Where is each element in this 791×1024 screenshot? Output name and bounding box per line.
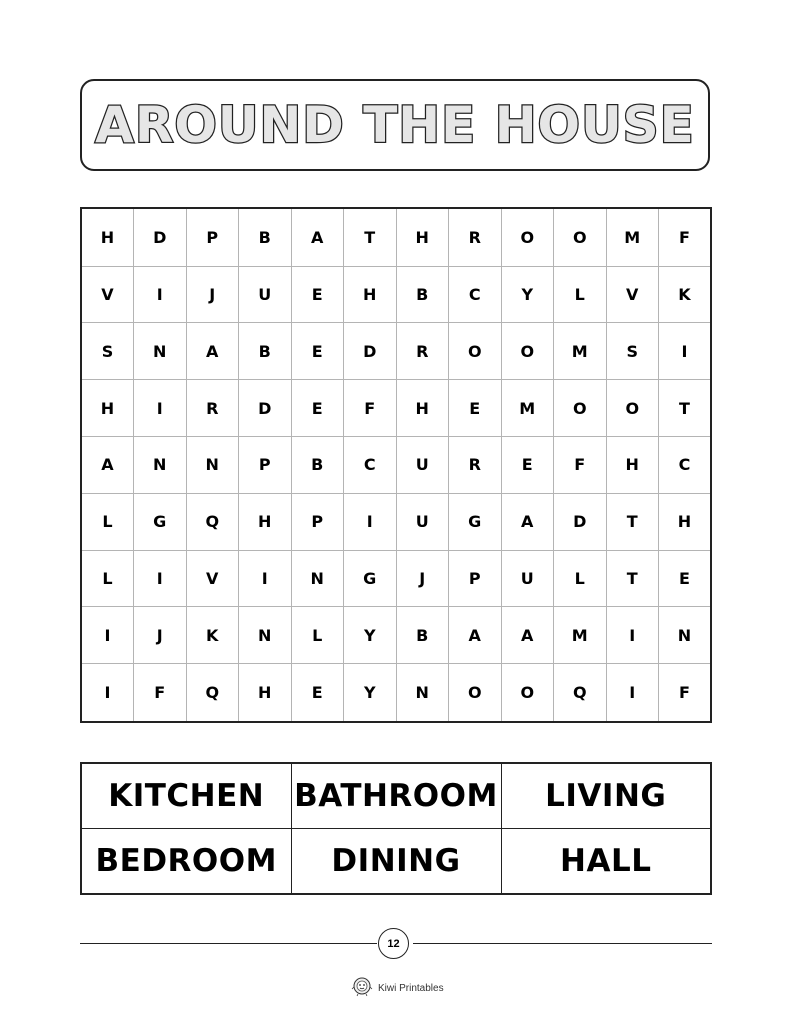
grid-cell: Y [501,266,554,323]
grid-cell: A [291,208,344,266]
grid-cell: H [606,437,659,494]
grid-cell: F [344,380,397,437]
grid-cell: E [659,550,712,607]
word-list-item: DINING [291,829,501,895]
grid-cell: L [81,550,134,607]
grid-cell: L [554,550,607,607]
word-list-item: BEDROOM [81,829,291,895]
grid-cell: T [659,380,712,437]
grid-cell: D [554,493,607,550]
grid-cell: I [239,550,292,607]
grid-cell: Y [344,664,397,722]
grid-cell: O [501,208,554,266]
grid-cell: R [186,380,239,437]
word-list-item: KITCHEN [81,763,291,829]
grid-cell: Q [186,493,239,550]
grid-cell: N [134,323,187,380]
grid-cell: F [659,208,712,266]
grid-cell: D [344,323,397,380]
grid-cell: B [239,208,292,266]
grid-cell: M [606,208,659,266]
grid-row [81,380,711,437]
grid-cell: H [239,493,292,550]
footer-divider-left [80,943,377,944]
grid-cell: A [186,323,239,380]
grid-cell: O [606,380,659,437]
brand-footer [351,976,444,1000]
grid-cell: A [501,607,554,664]
grid-cell: P [186,208,239,266]
grid-cell: C [659,437,712,494]
grid-cell: B [291,437,344,494]
kiwi-logo-icon [351,975,373,1001]
word-list [80,762,712,895]
grid-cell: R [396,323,449,380]
grid-cell: D [134,208,187,266]
grid-cell: Q [554,664,607,722]
grid-cell: I [606,664,659,722]
grid-cell: O [449,664,502,722]
grid-row [81,208,711,266]
grid-cell: V [606,266,659,323]
grid-cell: P [291,493,344,550]
grid-row [81,266,711,323]
grid-cell: J [396,550,449,607]
grid-cell: H [396,380,449,437]
grid-cell: E [449,380,502,437]
grid-cell: G [134,493,187,550]
grid-cell: M [554,607,607,664]
grid-cell: M [501,380,554,437]
grid-row [81,550,711,607]
grid-cell: I [134,550,187,607]
grid-cell: B [396,607,449,664]
word-search-grid [80,207,712,723]
grid-cell: N [186,437,239,494]
grid-cell: N [239,607,292,664]
grid-cell: I [81,607,134,664]
grid-cell: I [134,266,187,323]
grid-cell: O [501,323,554,380]
grid-cell: A [449,607,502,664]
grid-cell: B [239,323,292,380]
grid-cell: U [239,266,292,323]
grid-cell: R [449,437,502,494]
grid-cell: F [134,664,187,722]
grid-cell: K [186,607,239,664]
grid-cell: C [344,437,397,494]
title-banner [80,79,710,171]
grid-cell: I [659,323,712,380]
grid-cell: N [396,664,449,722]
grid-cell: N [291,550,344,607]
grid-cell: E [501,437,554,494]
grid-row [81,323,711,380]
grid-cell: F [554,437,607,494]
brand-name: Kiwi Printables [378,982,444,994]
word-list-item: BATHROOM [291,763,501,829]
grid-cell: H [81,208,134,266]
grid-cell: H [344,266,397,323]
grid-cell: U [396,493,449,550]
word-list-row [81,829,711,895]
grid-cell: S [81,323,134,380]
grid-cell: L [81,493,134,550]
grid-cell: P [449,550,502,607]
grid-cell: L [291,607,344,664]
grid-cell: O [554,380,607,437]
grid-row [81,607,711,664]
grid-cell: G [344,550,397,607]
grid-cell: E [291,323,344,380]
grid-cell: E [291,380,344,437]
grid-cell: D [239,380,292,437]
page-title: AROUND THE HOUSE [95,96,695,154]
footer-divider-right [413,943,712,944]
grid-cell: O [449,323,502,380]
grid-cell: M [554,323,607,380]
grid-row [81,437,711,494]
grid-row [81,664,711,722]
word-list-row [81,763,711,829]
word-list-item: LIVING [501,763,711,829]
grid-cell: A [81,437,134,494]
grid-cell: N [659,607,712,664]
grid-cell: I [134,380,187,437]
grid-cell: L [554,266,607,323]
grid-cell: U [501,550,554,607]
grid-cell: T [606,550,659,607]
grid-cell: E [291,266,344,323]
grid-cell: P [239,437,292,494]
word-list-item: HALL [501,829,711,895]
grid-cell: H [239,664,292,722]
grid-cell: I [606,607,659,664]
grid-cell: N [134,437,187,494]
grid-cell: I [81,664,134,722]
grid-cell: V [81,266,134,323]
grid-cell: A [501,493,554,550]
grid-cell: C [449,266,502,323]
grid-cell: I [344,493,397,550]
grid-cell: K [659,266,712,323]
grid-cell: E [291,664,344,722]
grid-cell: V [186,550,239,607]
grid-cell: H [81,380,134,437]
grid-row [81,493,711,550]
grid-cell: T [606,493,659,550]
grid-cell: B [396,266,449,323]
page-number: 12 [378,928,409,959]
grid-cell: F [659,664,712,722]
grid-cell: O [554,208,607,266]
grid-cell: J [134,607,187,664]
grid-cell: O [501,664,554,722]
grid-cell: S [606,323,659,380]
grid-cell: Y [344,607,397,664]
grid-cell: J [186,266,239,323]
grid-cell: G [449,493,502,550]
grid-cell: Q [186,664,239,722]
grid-cell: H [659,493,712,550]
grid-cell: U [396,437,449,494]
grid-cell: R [449,208,502,266]
grid-cell: H [396,208,449,266]
grid-cell: T [344,208,397,266]
